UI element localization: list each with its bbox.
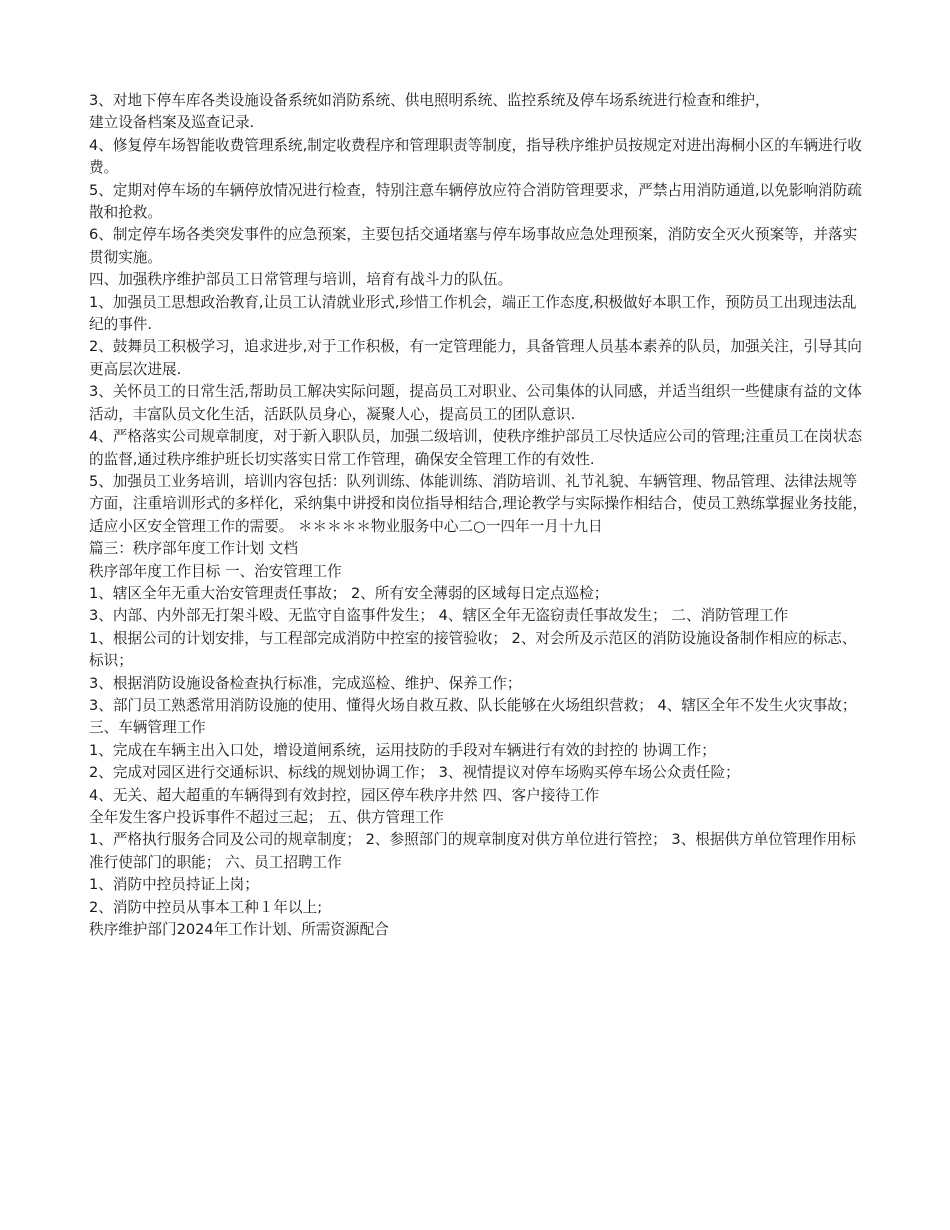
- paragraph-11: 5、加强员工业务培训，培训内容包括：队列训练、体能训练、消防培训、礼节礼貌、车辆管理、物品管理、法律法规等方面，注重培训形式的多样化，采纳集中讲授和岗位指导相结合,理论教学与实际操作相结合，使员工熟练掌握业务技能，适应小区安全管理工作的需要。 ＊＊＊＊＊物业服务中心二○一四年一月十九日: [89, 472, 868, 535]
- paragraph-2: 建立设备档案及巡查记录.: [89, 114, 255, 132]
- paragraph-8: 2、鼓舞员工积极学习，追求进步,对于工作积极，有一定管理能力，具备管理人员基本素养的队员，加强关注，引导其向更高层次进展.: [89, 338, 862, 378]
- paragraph-5: 6、制定停车场各类突发事件的应急预案，主要包括交通堵塞与停车场事故应急处理预案，消防安全灭火预案等，并落实贯彻实施。: [89, 226, 858, 266]
- paragraph-1: 3、对地下停车库各类设施设备系统如消防系统、供电照明系统、监控系统及停车场系统进行检查和维护，: [89, 92, 770, 109]
- chapter-title: 篇三：秩序部年度工作计划 文档: [89, 540, 298, 558]
- document-body: [89, 90, 869, 941]
- paragraph-18: 3、部门员工熟悉常用消防设施的使用、懂得火场自救互救、队长能够在火场组织营救； 4、辖区全年不发生火灾事故； 三、车辆管理工作: [89, 696, 862, 737]
- goals-heading: 秩序部年度工作目标 一、治安管理工作: [89, 562, 342, 580]
- paragraph-20: 2、完成对园区进行交通标识、标线的规划协调工作； 3、视情提议对停车场购买停车场公众责任险；: [89, 764, 740, 782]
- paragraph-15: 3、内部、内外部无打架斗殴、无监守自盗事件发生； 4、辖区全年无盗窃责任事故发生； 二、消防管理工作: [89, 607, 789, 625]
- paragraph-22: 全年发生客户投诉事件不超过三起； 五、供方管理工作: [89, 809, 444, 826]
- paragraph-23: 1、严格执行服务合同及公司的规章制度； 2、参照部门的规章制度对供方单位进行管控； 3、根据供方单位管理作用标准行使部门的职能； 六、员工招聘工作: [89, 831, 856, 871]
- paragraph-21: 4、无关、超大超重的车辆得到有效封控，园区停车秩序井然 四、客户接待工作: [89, 786, 600, 804]
- paragraph-24: 1、消防中控员持证上岗；: [89, 876, 259, 894]
- paragraph-9: 3、关怀员工的日常生活,帮助员工解决实际问题，提高员工对职业、公司集体的认同感，并适当组织一些健康有益的文体活动，丰富队员文化生活，活跃队员身心，凝聚人心，提高员工的团队意识.: [89, 383, 862, 423]
- paragraph-16: 1、根据公司的计划安排，与工程部完成消防中控室的接管验收； 2、对会所及示范区的消防设施设备制作相应的标志、标识；: [89, 629, 857, 670]
- paragraph-25: 2、消防中控员从事本工种１年以上;: [89, 898, 323, 916]
- paragraph-14: 1、辖区全年无重大治安管理责任事故； 2、所有安全薄弱的区域每日定点巡检；: [89, 584, 609, 602]
- paragraph-19: 1、完成在车辆主出入口处，增设道闸系统，运用技防的手段对车辆进行有效的封控的 协调工作；: [89, 741, 716, 759]
- paragraph-7: 1、加强员工思想政治教育,让员工认清就业形式,珍惜工作机会，端正工作态度,积极做好本职工作，预防员工出现违法乱纪的事件.: [89, 293, 857, 334]
- paragraph-3: 4、修复停车场智能收费管理系统,制定收费程序和管理职责等制度，指导秩序维护员按规定对进出海桐小区的车辆进行收费。: [89, 136, 862, 177]
- closing-heading: 秩序维护部门2024年工作计划、所需资源配合: [89, 921, 389, 939]
- paragraph-4: 5、定期对停车场的车辆停放情况进行检查，特别注意车辆停放应符合消防管理要求，严禁占用消防通道,以免影响消防疏散和抢救。: [89, 181, 862, 222]
- paragraph-10: 4、严格落实公司规章制度，对于新入职队员，加强二级培训，使秩序维护部员工尽快适应公司的管理;注重员工在岗状态的监督,通过秩序维护班长切实落实日常工作管理，确保安全管理工作的有效性.: [89, 428, 863, 468]
- paragraph-17: 3、根据消防设施设备检查执行标准，完成巡检、维护、保养工作；: [89, 674, 522, 692]
- section-heading-4: 四、加强秩序维护部员工日常管理与培训，培育有战斗力的队伍。: [89, 271, 513, 289]
